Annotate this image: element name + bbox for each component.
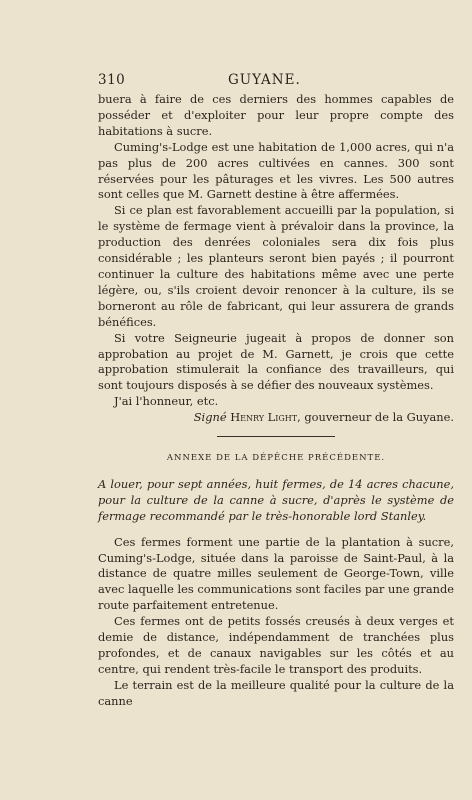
paragraph-2: Cuming's-Lodge est une habitation de 1,000 acres, qui n'a pas plus de 200 acres cultivées en cannes. 300 sont réservées pour les pâturages et les vivres. Les 500 autres sont celles que M. Garnett destine à être affermées.: [98, 139, 454, 202]
signature-signe: Signé: [193, 410, 227, 425]
paragraph-1: buera à faire de ces derniers des hommes capables de posséder et d'exploiter pour leur propre compte des habitations à sucre.: [98, 92, 454, 138]
annex-block: [98, 477, 454, 710]
annex-paragraph-2: Ces fermes ont de petits fossés creusés à deux verges et demie de distance, indépendamment de tranchées plus profondes, et de canaux navigables sur les côtés et au centre, qui rendent très-facile le transport des produits.: [98, 614, 454, 676]
body-text: [98, 92, 454, 710]
annex-lead: A louer, pour sept années, huit fermes, de 14 acres chacune, pour la culture de la canne à sucre, d'après le système de fermage recommandé par le très-honorable lord Stanley.: [98, 476, 454, 523]
paragraph-4: Si votre Seigneurie jugeait à propos de donner son approbation au projet de M. Garnett, je crois que cette approbation stimulerait la confiance des travailleurs, qui sont toujours disposés à se défier des nouveaux systèmes.: [98, 330, 454, 393]
section-divider: [217, 436, 335, 437]
paragraph-3: Si ce plan est favorablement accueilli par la population, si le système de fermage vient à prévaloir dans la province, la production des denrées coloniales sera dix fois plus considérable ; les planteurs seront bien payés ; il pourront continuer la culture des habitations même avec une perte légère, ou, s'ils croient devoir renoncer à la culture, ils se borneront au rôle de fabricant, qui leur assurera de grands bénéfices.: [98, 203, 454, 329]
annex-paragraph-3: Le terrain est de la meilleure qualité pour la culture de la canne: [98, 677, 454, 708]
paragraph-5: J'ai l'honneur, etc.: [114, 394, 219, 409]
page-number: 310: [98, 72, 126, 88]
signature-title: gouverneur de la Guyane.: [304, 410, 454, 425]
running-title: GUYANE.: [228, 72, 301, 88]
signature: [98, 410, 454, 426]
signature-name: Henry Light,: [230, 410, 301, 425]
running-head: [98, 72, 454, 92]
annex-paragraph-1: Ces fermes forment une partie de la plantation à sucre, Cuming's-Lodge, située dans la paroisse de Saint-Paul, à la distance de quatre milles seulement de George-Town, ville avec laquelle les communications sont faciles par une grande route parfaitement entretenue.: [98, 534, 454, 613]
annex-title: ANNEXE DE LA DÉPÊCHE PRÉCÉDENTE.: [166, 453, 386, 464]
